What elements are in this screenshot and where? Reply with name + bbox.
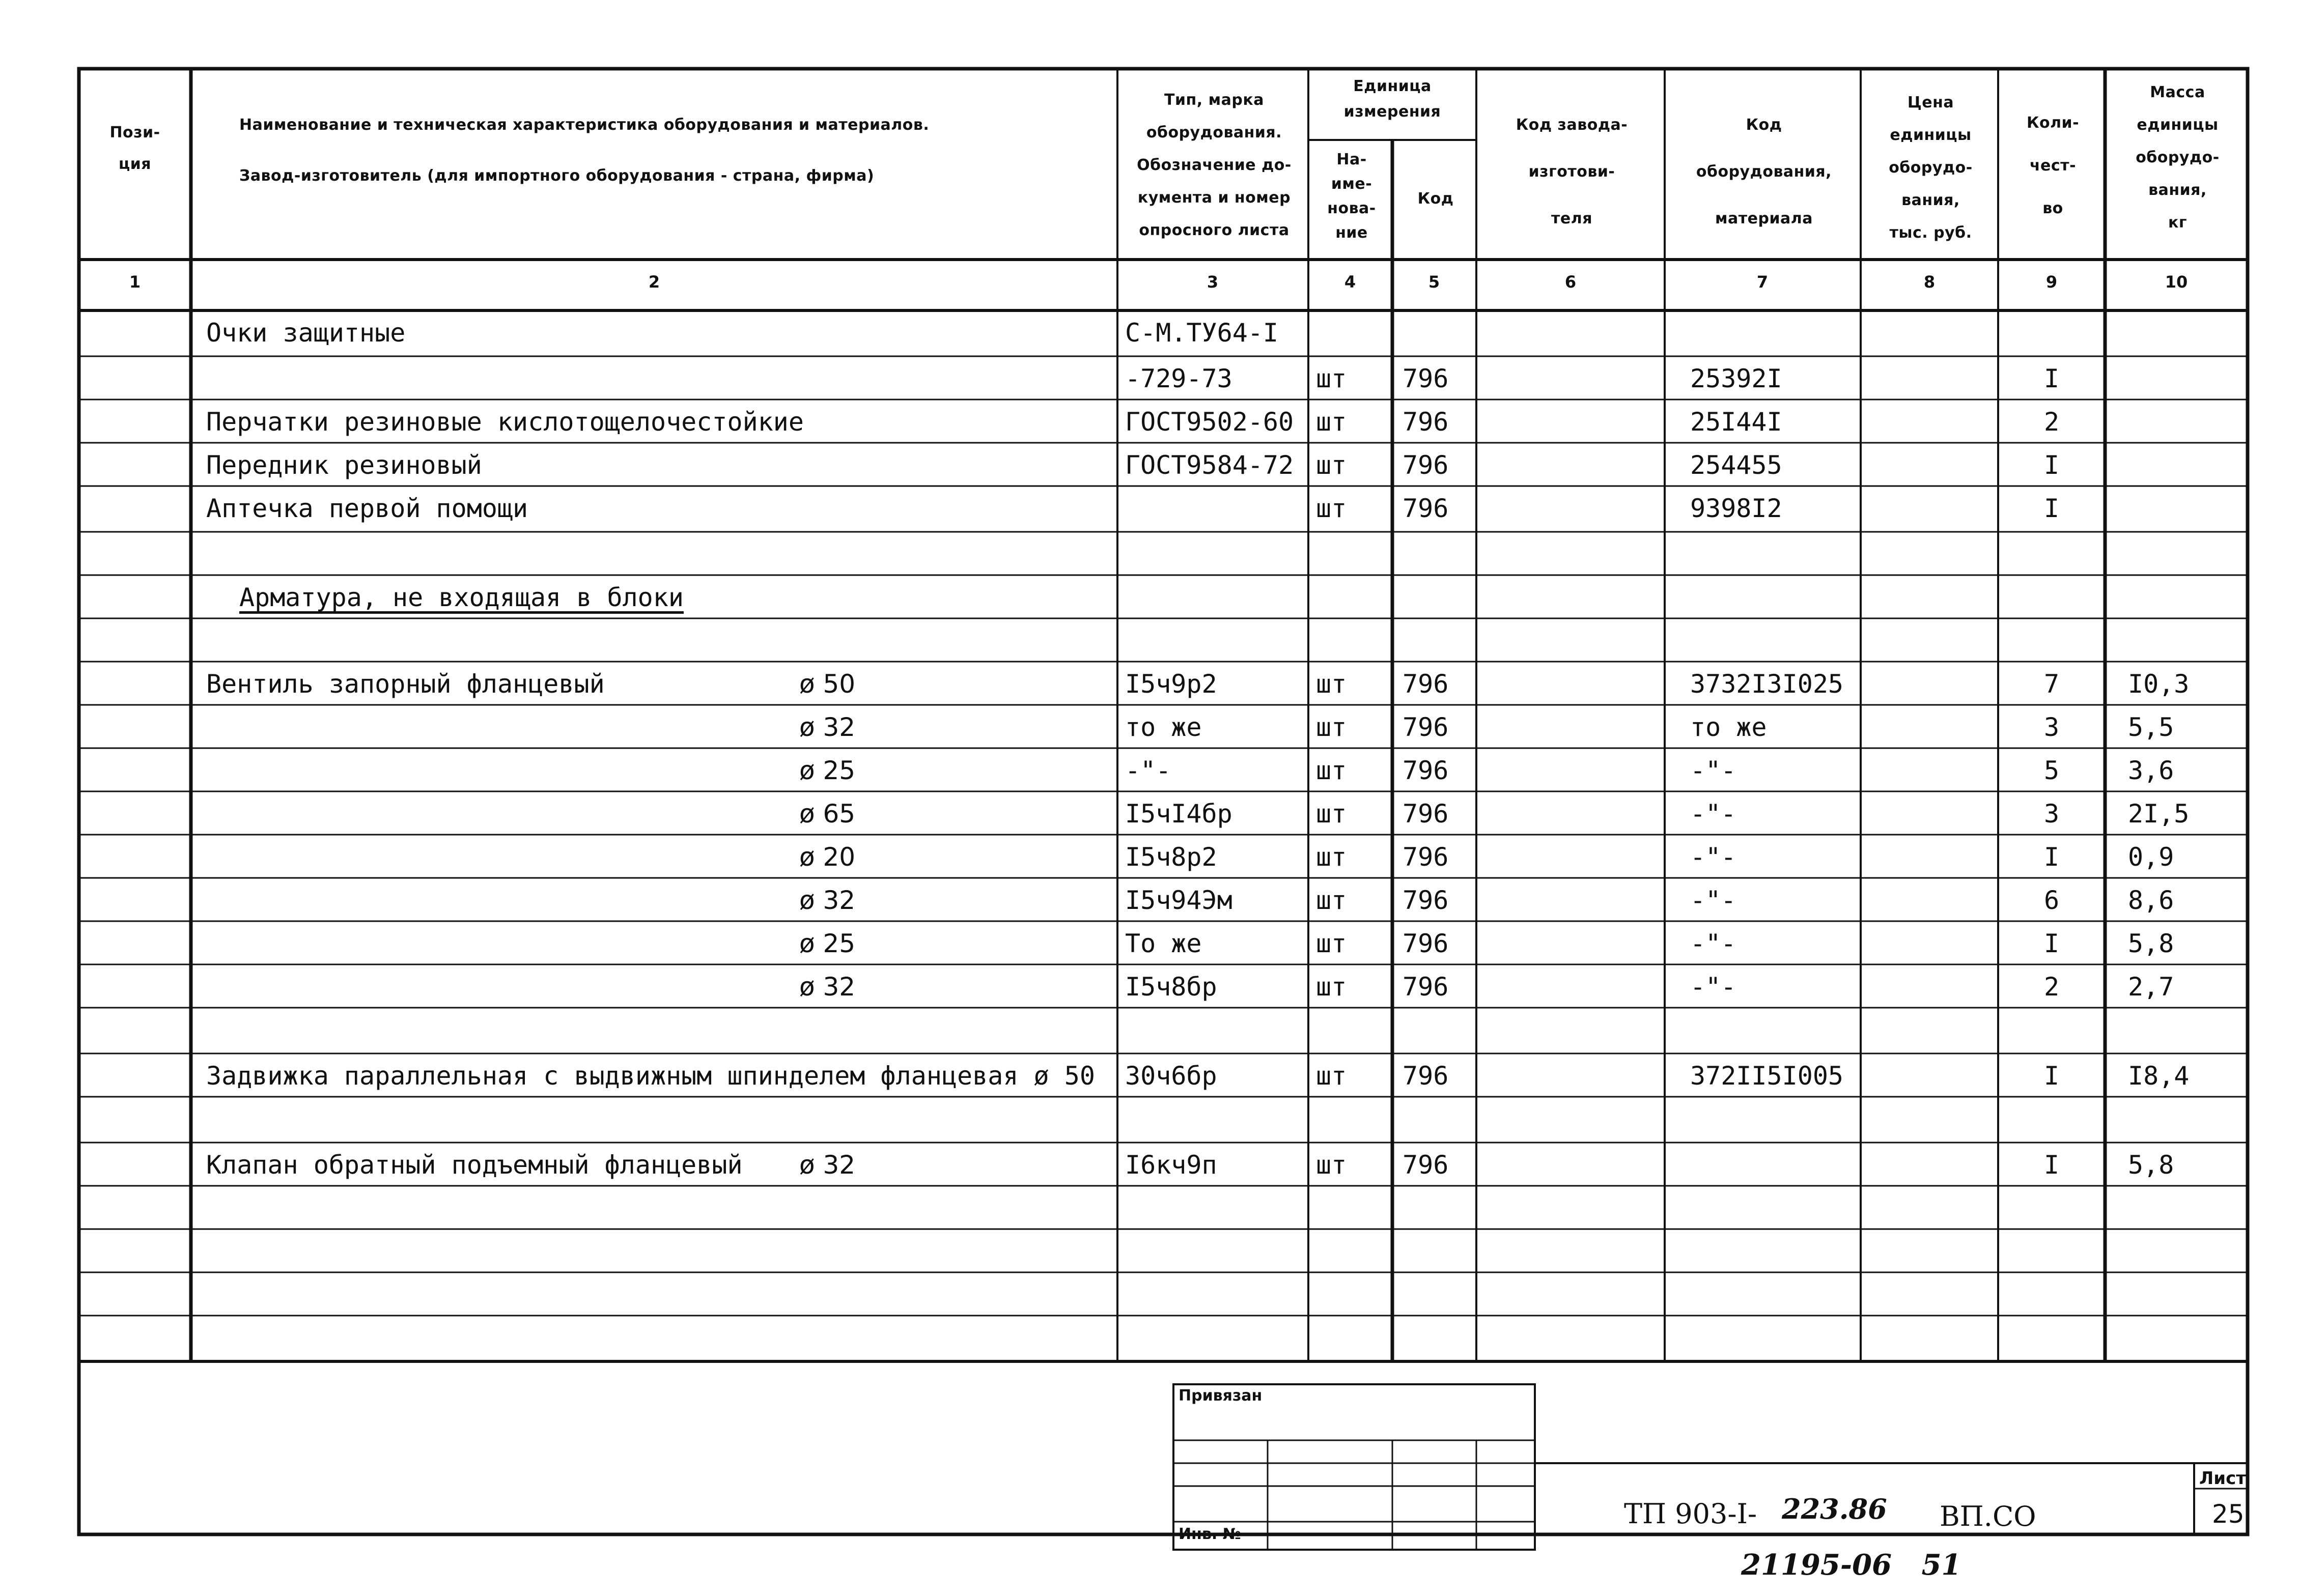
header-unit-group: Единица измерения — [1343, 77, 1441, 121]
column-number: 8 — [1923, 272, 1936, 292]
stamp-bottom: 21195-06 51 — [1741, 1548, 1961, 1582]
inv-label: Инв. № — [1179, 1525, 1241, 1543]
row-dia: ø 25 — [799, 756, 856, 785]
column-number: 4 — [1344, 272, 1356, 292]
row-eq-code: -"- — [1690, 842, 1736, 872]
row-type: -729-73 — [1125, 364, 1232, 393]
row-dia: ø 50 — [799, 669, 856, 699]
row-dia: ø 65 — [799, 799, 856, 829]
row-dia: ø 32 — [799, 886, 856, 915]
row-name: Аптечка первой помощи — [206, 494, 528, 523]
row-type: ГОСТ9584-72 — [1125, 450, 1294, 480]
row-eq-code: 25I44I — [1690, 407, 1782, 437]
row-eq-code: 254455 — [1690, 450, 1782, 480]
row-qty: 7 — [2043, 669, 2060, 699]
bound-label: Привязан — [1179, 1387, 1263, 1405]
row-name: Задвижка параллельная с выдвижным шпинделем фланцевая ø 50 — [206, 1061, 1095, 1091]
row-mass: 2,7 — [2128, 972, 2174, 1002]
row-name: Клапан обратный подъемный фланцевый — [206, 1150, 743, 1180]
doc-code-number: 223.86 — [1782, 1493, 1887, 1525]
row-dia: ø 32 — [799, 712, 856, 742]
row-unit: шт — [1316, 929, 1347, 958]
row-eq-code: -"- — [1690, 886, 1736, 915]
row-eq-code: 9398I2 — [1690, 494, 1782, 523]
header-price: Цена единицы оборудо- вания, тыс. руб. — [1889, 94, 1973, 242]
header-mass: Масса единицы оборудо- вания, кг — [2136, 83, 2220, 232]
column-number: 7 — [1756, 272, 1769, 292]
row-unit-code: 796 — [1403, 799, 1449, 829]
row-unit-code: 796 — [1403, 929, 1449, 958]
header-type: Тип, марка оборудования. Обозначение до- кумента и номер опросного листа — [1137, 91, 1292, 239]
header-unit-code: Код — [1417, 190, 1454, 208]
row-eq-code: -"- — [1690, 799, 1736, 829]
row-unit-code: 796 — [1403, 1061, 1449, 1091]
doc-code-prefix: ТП 903-I- — [1624, 1498, 1757, 1530]
sheet-number: 25 — [2212, 1499, 2245, 1529]
row-unit: шт — [1316, 972, 1347, 1002]
row-dia: ø 32 — [799, 972, 856, 1002]
row-unit-code: 796 — [1403, 712, 1449, 742]
row-unit: шт — [1316, 756, 1347, 785]
row-type: С-М.ТУ64-I — [1125, 318, 1279, 348]
row-unit-code: 796 — [1403, 494, 1449, 523]
row-type: 30ч6бр — [1125, 1061, 1217, 1091]
row-unit: шт — [1316, 712, 1347, 742]
row-qty: I — [2043, 929, 2060, 958]
row-eq-code: -"- — [1690, 756, 1736, 785]
header-plant-code: Код завода- изготови- теля — [1516, 116, 1628, 227]
row-unit: шт — [1316, 1150, 1347, 1180]
row-unit-code: 796 — [1403, 886, 1449, 915]
row-unit: шт — [1316, 450, 1347, 480]
row-type: то же — [1125, 712, 1202, 742]
row-unit: шт — [1316, 669, 1347, 699]
row-eq-code: то же — [1690, 712, 1767, 742]
row-type: -"- — [1125, 756, 1171, 785]
row-type: ГОСТ9502-60 — [1125, 407, 1294, 437]
row-qty: I — [2043, 1150, 2060, 1180]
row-name: Передник резиновый — [206, 450, 482, 480]
row-dia: ø 20 — [799, 842, 856, 872]
row-mass: 3,6 — [2128, 756, 2174, 785]
row-eq-code: -"- — [1690, 972, 1736, 1002]
row-qty: I — [2043, 450, 2060, 480]
header-unit-name: На- име- нова- ние — [1327, 151, 1376, 242]
row-type: I6кч9п — [1125, 1150, 1217, 1180]
row-unit: шт — [1316, 494, 1347, 523]
row-unit-code: 796 — [1403, 669, 1449, 699]
row-mass: 5,8 — [2128, 929, 2174, 958]
row-qty: 6 — [2043, 886, 2060, 915]
row-name: Очки защитные — [206, 318, 406, 348]
row-type: I5ч94Эм — [1125, 886, 1232, 915]
row-name: Арматура, не входящая в блоки — [239, 583, 684, 612]
row-unit: шт — [1316, 364, 1347, 393]
column-number: 6 — [1564, 272, 1577, 292]
header-equipment-code: Код оборудования, материала — [1696, 116, 1832, 227]
row-mass: I8,4 — [2128, 1061, 2190, 1091]
row-mass: 0,9 — [2128, 842, 2174, 872]
row-unit: шт — [1316, 407, 1347, 437]
row-unit: шт — [1316, 1061, 1347, 1091]
row-name: Вентиль запорный фланцевый — [206, 669, 605, 699]
column-number: 1 — [129, 272, 141, 292]
row-qty: I — [2043, 842, 2060, 872]
column-number: 3 — [1207, 272, 1219, 292]
header-position: Пози- ция — [109, 124, 160, 173]
header-name-line1: Наименование и техническая характеристика оборудования и материалов. — [239, 116, 930, 134]
row-mass: 8,6 — [2128, 886, 2174, 915]
row-name: Перчатки резиновые кислотощелочестойкие — [206, 407, 804, 437]
row-type: I5ч9р2 — [1125, 669, 1217, 699]
row-mass: I0,3 — [2128, 669, 2190, 699]
row-unit-code: 796 — [1403, 1150, 1449, 1180]
column-number: 2 — [648, 272, 660, 292]
row-type: I5чI4бр — [1125, 799, 1232, 829]
row-mass: 5,5 — [2128, 712, 2174, 742]
row-unit: шт — [1316, 799, 1347, 829]
row-qty: 5 — [2043, 756, 2060, 785]
row-type: То же — [1125, 929, 1202, 958]
row-qty: I — [2043, 1061, 2060, 1091]
header-quantity: Коли- чест- во — [2026, 114, 2080, 217]
row-unit-code: 796 — [1403, 842, 1449, 872]
row-qty: I — [2043, 494, 2060, 523]
row-mass: 2I,5 — [2128, 799, 2190, 829]
row-dia: ø 32 — [799, 1150, 856, 1180]
row-eq-code: 372II5I005 — [1690, 1061, 1844, 1091]
row-qty: 3 — [2043, 799, 2060, 829]
row-eq-code: -"- — [1690, 929, 1736, 958]
doc-section: ВП.СО — [1940, 1500, 2036, 1532]
column-number: 5 — [1428, 272, 1440, 292]
row-qty: 3 — [2043, 712, 2060, 742]
column-number: 9 — [2045, 272, 2058, 292]
row-dia: ø 25 — [799, 929, 856, 958]
row-unit-code: 796 — [1403, 972, 1449, 1002]
row-mass: 5,8 — [2128, 1150, 2174, 1180]
row-unit-code: 796 — [1403, 407, 1449, 437]
row-qty: I — [2043, 364, 2060, 393]
row-unit: шт — [1316, 842, 1347, 872]
row-unit-code: 796 — [1403, 450, 1449, 480]
row-type: I5ч8р2 — [1125, 842, 1217, 872]
row-eq-code: 25392I — [1690, 364, 1782, 393]
row-unit-code: 796 — [1403, 756, 1449, 785]
row-type: I5ч8бр — [1125, 972, 1217, 1002]
header-name-line2: Завод-изготовитель (для импортного оборудования - страна, фирма) — [239, 167, 875, 185]
row-qty: 2 — [2043, 972, 2060, 1002]
sheet-label: Лист — [2199, 1468, 2246, 1489]
column-number: 10 — [2165, 272, 2188, 292]
row-unit-code: 796 — [1403, 364, 1449, 393]
row-qty: 2 — [2043, 407, 2060, 437]
row-unit: шт — [1316, 886, 1347, 915]
row-eq-code: 3732I3I025 — [1690, 669, 1844, 699]
